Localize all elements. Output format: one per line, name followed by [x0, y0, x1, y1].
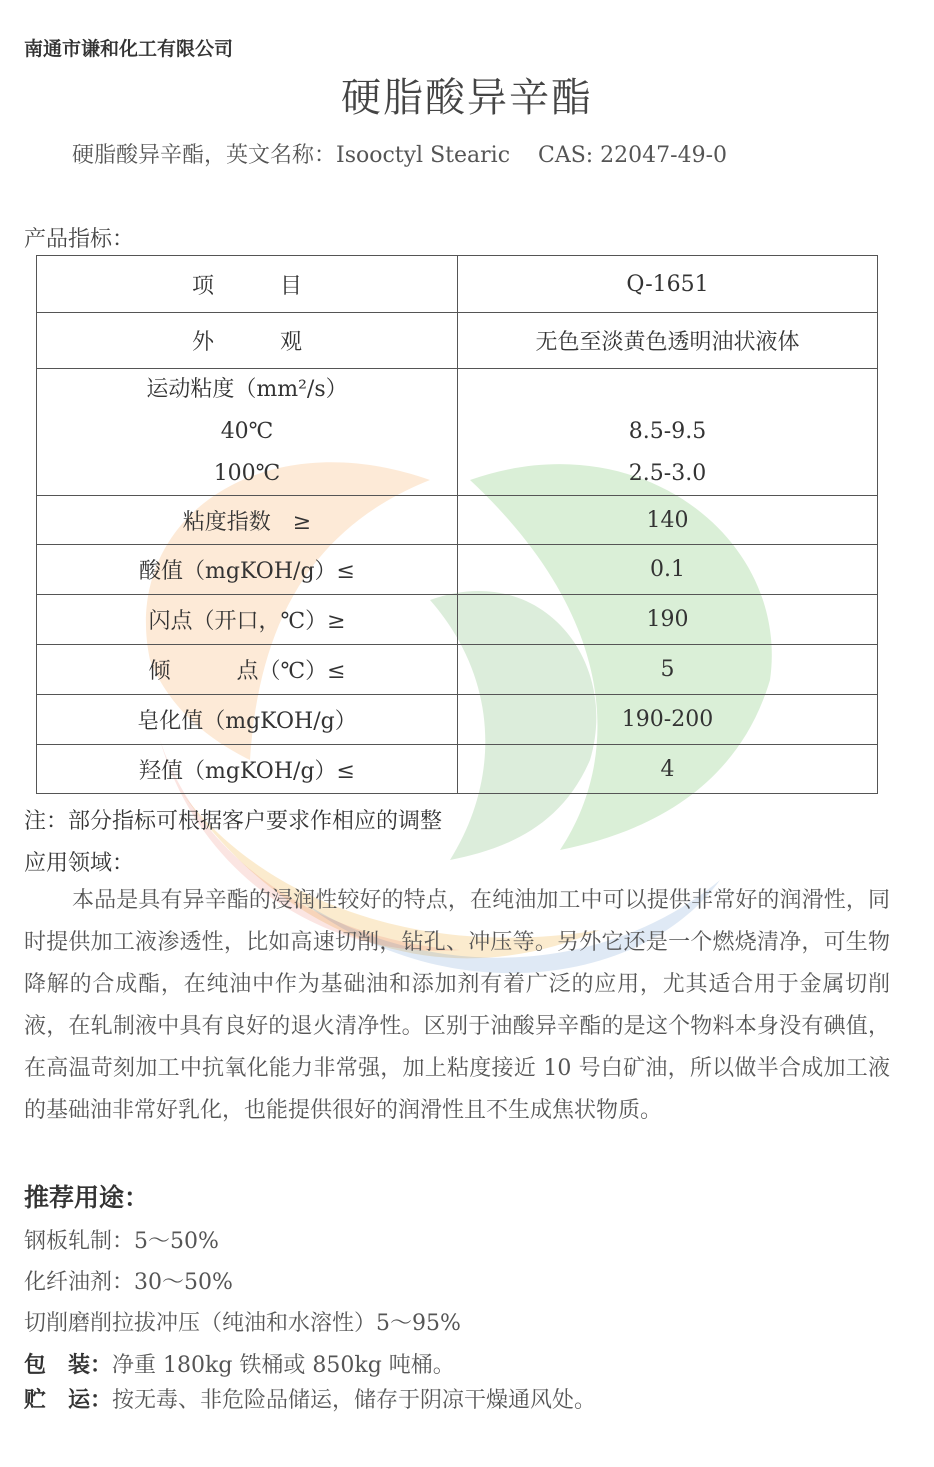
document-title: 硬脂酸异辛酯 [341, 75, 593, 121]
row-value-cell: 5 [458, 645, 878, 695]
spec-label: 产品指标： [24, 227, 135, 252]
row-value-cell: 190 [458, 595, 878, 645]
viscosity-temp-100: 100℃ [213, 461, 281, 486]
table-row [37, 645, 878, 695]
viscosity-temp-40: 40℃ [220, 419, 274, 444]
row-item-cell: 酸值（mgKOH/g）≤ [37, 545, 458, 595]
row-item-cell: 闪点（开口，℃）≥ [37, 595, 458, 645]
table-row [37, 496, 878, 545]
viscosity-value-blank [458, 369, 877, 411]
packaging-line [24, 1348, 455, 1379]
use-item: 钢板轧制：5～50% [24, 1229, 219, 1254]
packaging-key: 包 装： [24, 1353, 113, 1378]
product-subtitle: 硬脂酸异辛酯，英文名称：Isooctyl Stearic CAS: 22047-49-0 [72, 143, 728, 168]
application-paragraph: 本品是具有异辛酯的浸润性较好的特点，在纯油加工中可以提供非常好的润滑性，同时提供加工液渗透性，比如高速切削，钻孔、冲压等。另外它还是一个燃烧清净，可生物降解的合成酯，在纯油中作为基础油和添加剂有着广泛的应用，尤其适合用于金属切削液，在轧制液中具有良好的退火清净性。区别于油酸异辛酯的是这个物料本身没有碘值，在高温苛刻加工中抗氧化能力非常强，加上粘度接近 10 号白矿油，所以做半合成加工液的基础油非常好乳化，也能提供很好的润滑性且不生成焦状物质。 [24, 888, 890, 1123]
table-row-viscosity [37, 369, 878, 496]
viscosity-value-40: 8.5-9.5 [628, 419, 707, 444]
adjustment-note: 注：部分指标可根据客户要求作相应的调整 [24, 809, 443, 834]
row-item-cell: 羟值（mgKOH/g）≤ [37, 745, 458, 794]
row-item-cell: 粘度指数 ≥ [37, 496, 458, 545]
viscosity-value-100: 2.5-3.0 [628, 461, 707, 486]
storage-line [24, 1383, 596, 1414]
row-value-cell: 190-200 [458, 695, 878, 745]
table-row [37, 545, 878, 595]
row-value-cell: 4 [458, 745, 878, 794]
recommend-heading: 推荐用途： [24, 1183, 150, 1212]
use-item: 化纤油剂：30～50% [24, 1270, 233, 1295]
row-item-cell: 皂化值（mgKOH/g） [37, 695, 458, 745]
table-row [37, 595, 878, 645]
table-header-row [37, 256, 878, 313]
header-item-cell: 项 目 [37, 256, 458, 313]
storage-key: 贮 运： [24, 1388, 113, 1413]
packaging-value: 净重 180kg 铁桶或 850kg 吨桶。 [112, 1353, 455, 1378]
row-value-cell: 0.1 [458, 545, 878, 595]
appearance-value-cell: 无色至淡黄色透明油状液体 [458, 313, 878, 369]
storage-value: 按无毒、非危险品储运，储存于阴凉干燥通风处。 [112, 1388, 597, 1413]
table-row [37, 695, 878, 745]
viscosity-item-cell [37, 369, 458, 496]
header-value-cell: Q-1651 [458, 256, 878, 313]
table-row [37, 745, 878, 794]
row-value-cell: 140 [458, 496, 878, 545]
use-item: 切削磨削拉拔冲压（纯油和水溶性）5～95% [24, 1311, 461, 1336]
table-row-appearance [37, 313, 878, 369]
spec-table [36, 255, 878, 794]
application-label: 应用领域： [24, 851, 135, 876]
company-name: 南通市谦和化工有限公司 [24, 38, 234, 60]
viscosity-label: 运动粘度（mm²/s） [146, 377, 348, 402]
appearance-item-cell: 外 观 [37, 313, 458, 369]
row-item-cell: 倾 点（℃）≤ [37, 645, 458, 695]
viscosity-value-cell [458, 369, 878, 496]
